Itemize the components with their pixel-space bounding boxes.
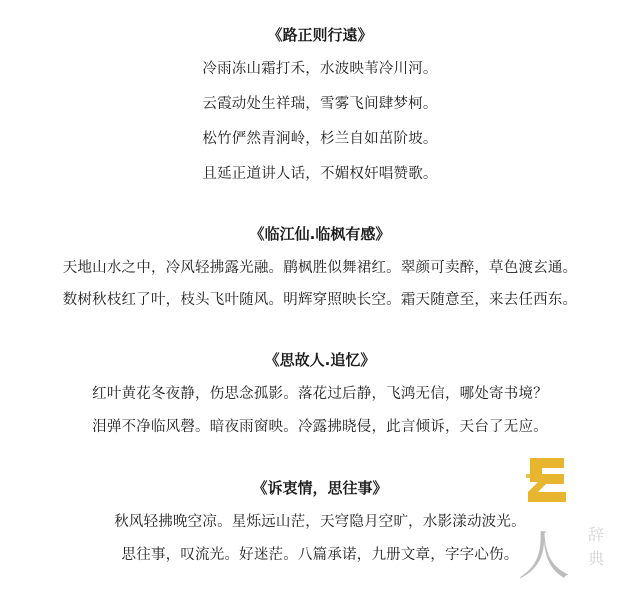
poem-line: 松竹俨然青涧岭，杉兰自如茁阶坡。 <box>202 131 438 147</box>
watermark-logo <box>516 452 626 592</box>
poem-line: 红叶黄花冬夜静，伤思念孤影。落花过后静，飞鸿无信，哪处寄书境？ <box>92 386 548 402</box>
logo-mark-icon <box>526 458 566 502</box>
poem-title: 《诉衷情，思往事》 <box>252 479 388 497</box>
watermark-side-char: 典 <box>588 549 605 568</box>
poem-line: 泪弹不净临风磬。暗夜雨窗映。冷露拂晓侵，此言倾诉，天台了无应。 <box>92 419 548 435</box>
poem-title: 《路正则行遠》 <box>267 26 373 44</box>
poem-3 <box>0 350 640 450</box>
poem-1 <box>0 25 640 199</box>
poem-title: 《思故人.追忆》 <box>264 351 376 369</box>
poem-line: 秋风轻拂晚空凉。星烁远山茫，天穹隐月空旷，水影漾动波光。 <box>114 514 526 530</box>
poem-line: 且延正道讲人话，不媚权奸唱赞歌。 <box>202 166 438 182</box>
poem-line: 思往事，叹流光。好迷茫。八篇承诺，九册文章，字字心伤。 <box>121 547 519 563</box>
poem-line: 数树秋枝红了叶，枝头飞叶随风。明辉穿照映长空。霜天随意至，来去任西东。 <box>62 292 578 308</box>
poem-line: 云霞动处生祥瑞，雪雾飞间肆梦柯。 <box>202 96 438 112</box>
watermark-side-char: 辞 <box>588 525 605 544</box>
poem-line: 天地山水之中，冷风轻拂露光融。鹛枫胜似舞裙红。翠颜可卖醉，草色渡玄通。 <box>62 260 578 276</box>
poem-line: 冷雨冻山霜打禾，水波映苇冷川河。 <box>202 61 438 77</box>
poem-2 <box>0 224 640 322</box>
poem-title: 《临江仙.临枫有感》 <box>249 225 391 243</box>
watermark-char: 人 <box>518 527 571 587</box>
